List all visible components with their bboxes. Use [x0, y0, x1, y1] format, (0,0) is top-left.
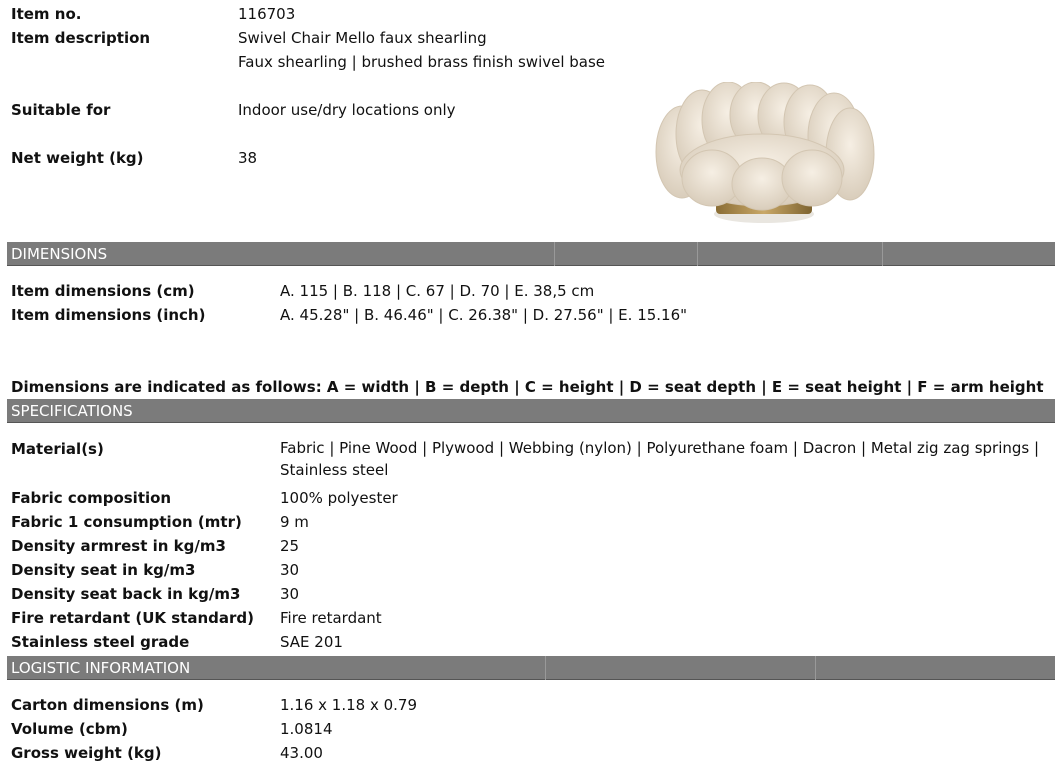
spec-value: 9 m: [280, 513, 309, 531]
logistic-value: 1.16 x 1.18 x 0.79: [280, 696, 418, 714]
materials-value: Fabric | Pine Wood | Plywood | Webbing (nylon) | Polyurethane foam | Dacron | Metal zig zag springs | Stainless steel: [280, 439, 1040, 479]
suitable-for-value: Indoor use/dry locations only: [238, 101, 456, 119]
spec-label: Stainless steel grade: [11, 633, 190, 651]
spec-label: Fabric composition: [11, 489, 172, 507]
logistic-title: LOGISTIC INFORMATION: [11, 659, 191, 677]
logistic-section-header: [7, 656, 1055, 680]
logistic-row: [0, 741, 1055, 765]
spec-row: [0, 630, 1055, 654]
dimensions-cm-row: [0, 279, 1055, 303]
item-no-value: 116703: [238, 5, 296, 23]
logistic-row: [0, 693, 1055, 717]
item-description-line1: Swivel Chair Mello faux shearling: [238, 29, 487, 47]
spec-value: 25: [280, 537, 300, 555]
band-divider: [554, 242, 555, 266]
dimensions-inch-row: [0, 303, 1055, 327]
spec-value: 30: [280, 585, 300, 603]
dimensions-inch-value: A. 45.28" | B. 46.46" | C. 26.38" | D. 27.56" | E. 15.16": [280, 306, 688, 324]
band-divider: [545, 656, 546, 680]
suitable-for-row: [0, 98, 1055, 122]
specifications-section-header: [7, 399, 1055, 423]
spec-label: Density seat back in kg/m3: [11, 585, 241, 603]
materials-label: Material(s): [11, 440, 104, 458]
dimensions-legend-note: Dimensions are indicated as follows: A = width | B = depth | C = height | D = seat depth | E = seat height | F = arm height: [11, 378, 1044, 396]
spec-row: [0, 510, 1055, 534]
band-divider: [697, 242, 698, 266]
net-weight-row: [0, 146, 1055, 170]
spec-label: Density seat in kg/m3: [11, 561, 196, 579]
spec-row: [0, 582, 1055, 606]
spec-value: SAE 201: [280, 633, 343, 651]
logistic-row: [0, 717, 1055, 741]
logistic-value: 1.0814: [280, 720, 333, 738]
spec-value: 30: [280, 561, 300, 579]
dimensions-title: DIMENSIONS: [11, 245, 108, 263]
logistic-label: Carton dimensions (m): [11, 696, 204, 714]
spec-value: 100% polyester: [280, 489, 398, 507]
logistic-label: Gross weight (kg): [11, 744, 162, 762]
band-divider: [882, 242, 883, 266]
spec-row: [0, 606, 1055, 630]
spec-row: [0, 486, 1055, 510]
logistic-value: 43.00: [280, 744, 323, 762]
net-weight-label: Net weight (kg): [11, 149, 144, 167]
dimensions-section-header: [7, 242, 1055, 266]
spec-label: Density armrest in kg/m3: [11, 537, 226, 555]
item-description-row: [0, 26, 1055, 50]
suitable-for-label: Suitable for: [11, 101, 111, 119]
item-description-line2: Faux shearling | brushed brass finish swivel base: [238, 53, 606, 71]
item-no-label: Item no.: [11, 5, 82, 23]
materials-row: [0, 437, 1055, 483]
dimensions-inch-label: Item dimensions (inch): [11, 306, 206, 324]
net-weight-value: 38: [238, 149, 258, 167]
spec-row: [0, 558, 1055, 582]
logistic-label: Volume (cbm): [11, 720, 128, 738]
item-description-row-2: [0, 50, 1055, 74]
dimensions-cm-label: Item dimensions (cm): [11, 282, 195, 300]
item-description-label: Item description: [11, 29, 151, 47]
dimensions-cm-value: A. 115 | B. 118 | C. 67 | D. 70 | E. 38,5 cm: [280, 282, 595, 300]
item-no-row: [0, 2, 1055, 26]
band-divider: [815, 656, 816, 680]
spec-value: Fire retardant: [280, 609, 382, 627]
spec-label: Fire retardant (UK standard): [11, 609, 255, 627]
spec-row: [0, 534, 1055, 558]
swivel-chair-illustration: [650, 82, 878, 232]
spec-label: Fabric 1 consumption (mtr): [11, 513, 242, 531]
specifications-title: SPECIFICATIONS: [11, 402, 133, 420]
